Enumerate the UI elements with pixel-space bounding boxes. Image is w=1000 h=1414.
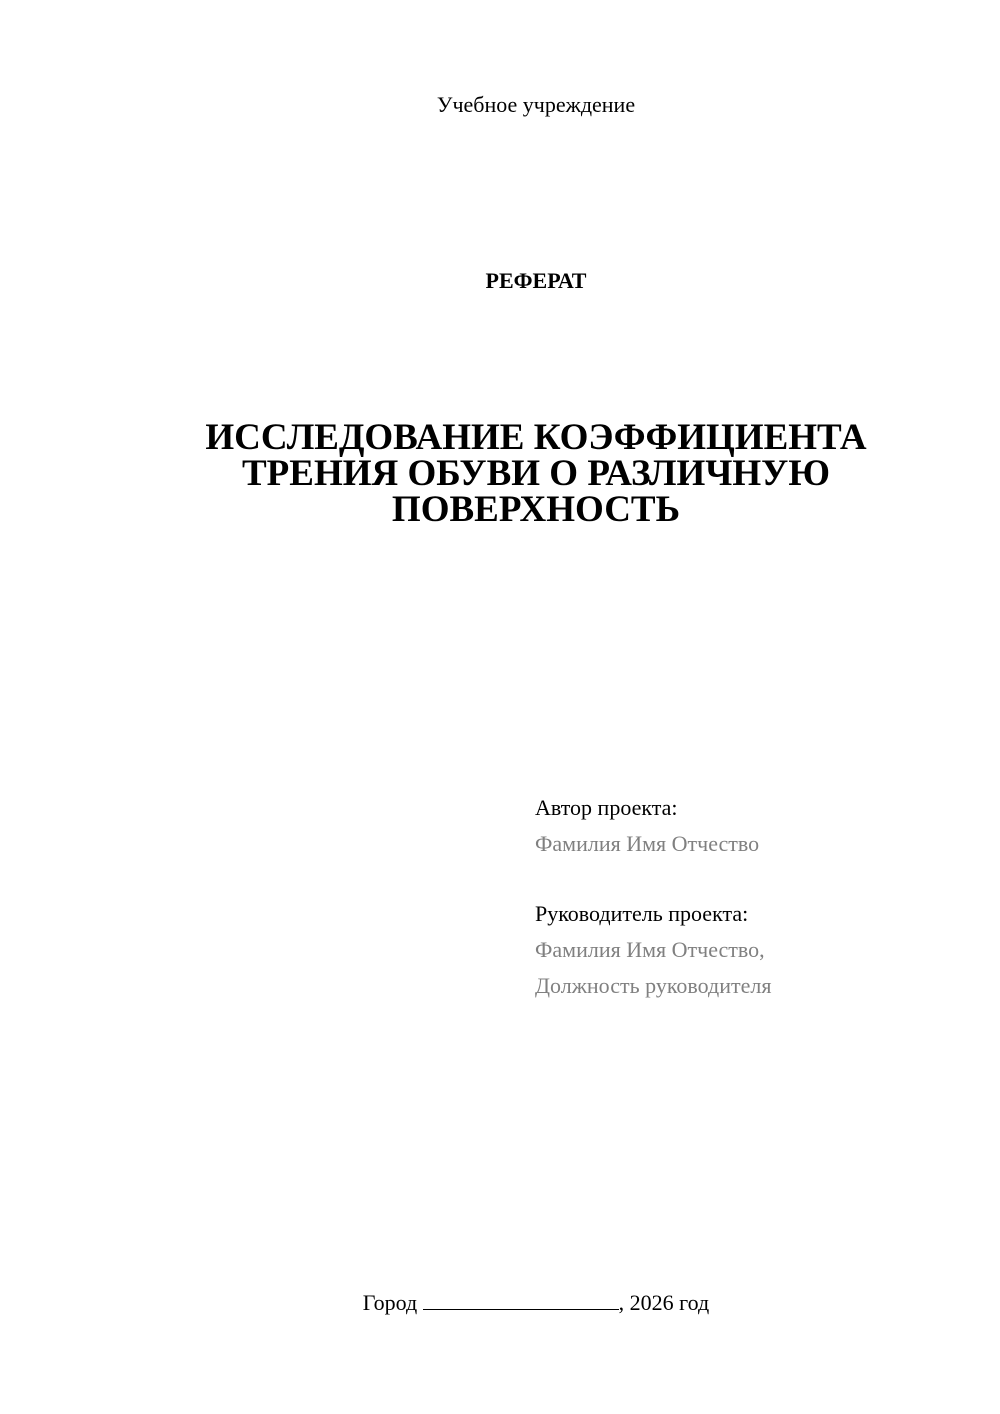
spacer [535,862,975,896]
supervisor-position: Должность руководителя [535,973,772,998]
project-people [535,790,975,1004]
title-line: ПОВЕРХНОСТЬ [391,489,681,530]
city-label: Город [362,1290,418,1315]
author-label: Автор проекта: [535,795,678,820]
document-title [150,417,922,530]
supervisor-name: Фамилия Имя Отчество, [535,937,765,962]
footer-city-year [0,1290,1000,1316]
year-text: , 2026 год [618,1290,710,1315]
document-type: РЕФЕРАТ [485,268,587,293]
title-line: ТРЕНИЯ ОБУВИ О РАЗЛИЧНУЮ [242,453,830,494]
city-blank-line [423,1291,619,1310]
title-line: ИССЛЕДОВАНИЕ КОЭФФИЦИЕНТА [205,417,867,458]
author-name: Фамилия Имя Отчество [535,831,760,856]
institution-name: Учебное учреждение [436,92,636,117]
supervisor-label: Руководитель проекта: [535,901,749,926]
